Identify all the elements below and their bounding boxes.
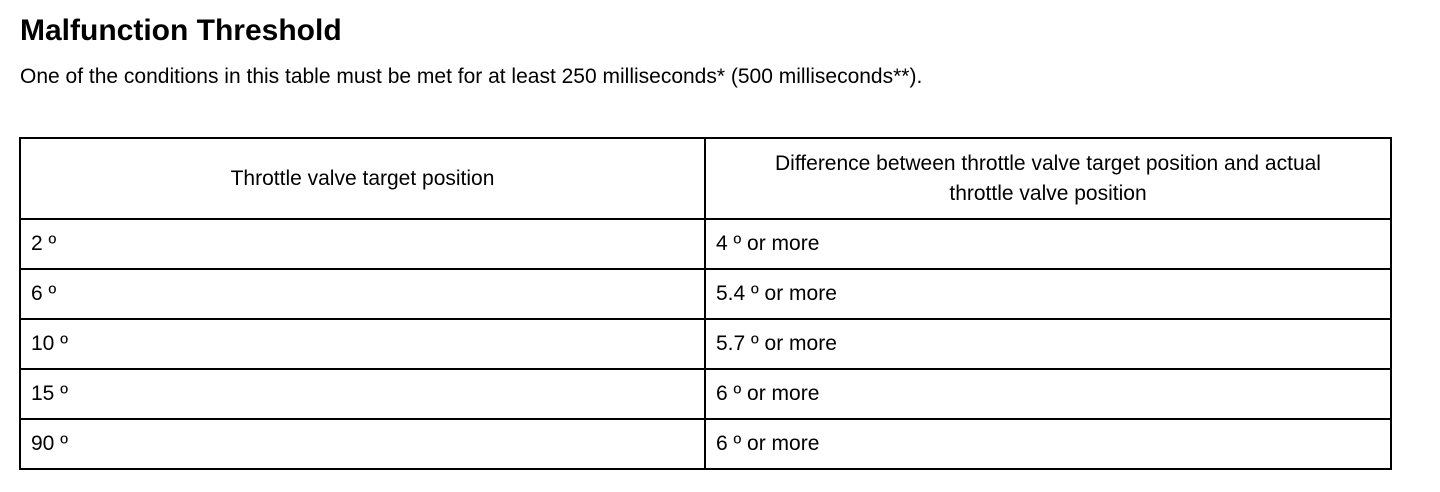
target-position-cell: 90 º <box>20 419 705 469</box>
table-row <box>20 269 1391 319</box>
target-position-cell: 15 º <box>20 369 705 419</box>
threshold-description: One of the conditions in this table must be met for at least 250 milliseconds* (500 milliseconds**). <box>20 65 923 88</box>
column-header-position-difference: Difference between throttle valve target position and actual throttle valve position <box>705 138 1391 219</box>
table-row <box>20 319 1391 369</box>
target-position-cell: 10 º <box>20 319 705 369</box>
difference-cell: 5.7 º or more <box>705 319 1391 369</box>
table-row <box>20 369 1391 419</box>
difference-cell: 6 º or more <box>705 419 1391 469</box>
target-position-cell: 6 º <box>20 269 705 319</box>
difference-cell: 6 º or more <box>705 369 1391 419</box>
column-header-target-position: Throttle valve target position <box>20 138 705 219</box>
threshold-table <box>19 137 1392 470</box>
page-title: Malfunction Threshold <box>20 14 342 47</box>
difference-cell: 4 º or more <box>705 219 1391 269</box>
table-row <box>20 419 1391 469</box>
difference-cell: 5.4 º or more <box>705 269 1391 319</box>
table-header-row <box>20 138 1391 219</box>
target-position-cell: 2 º <box>20 219 705 269</box>
table-row <box>20 219 1391 269</box>
